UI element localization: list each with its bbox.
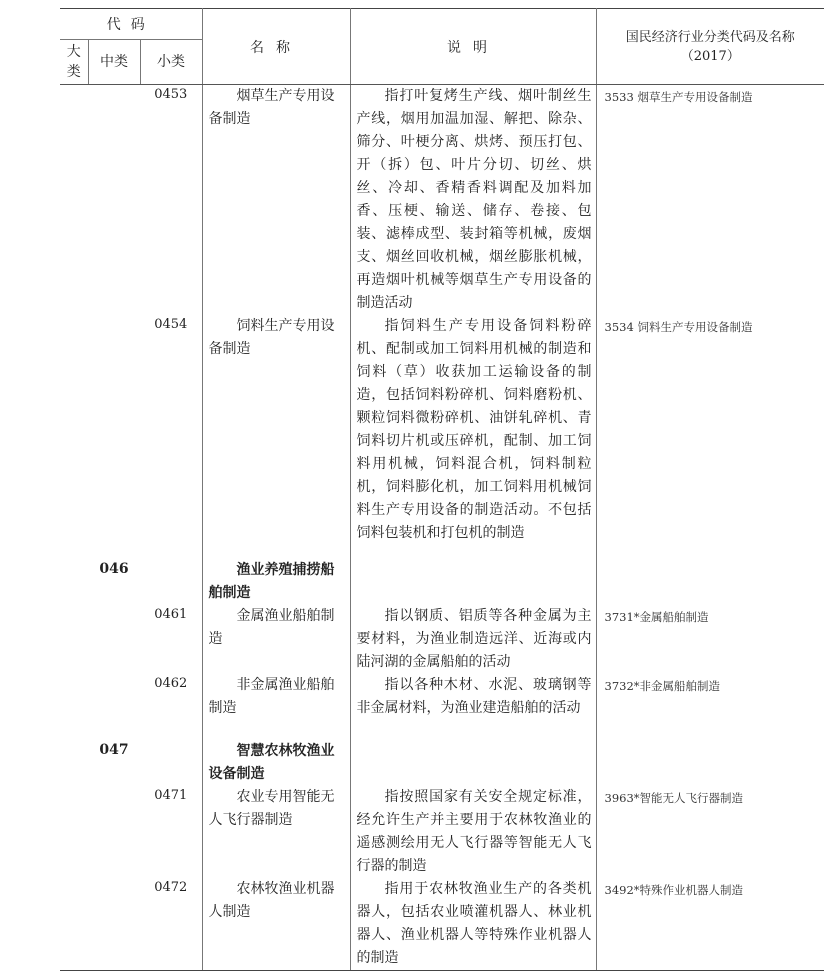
minor-category-header: 小类 xyxy=(140,40,202,85)
table-row xyxy=(60,786,824,878)
middle-category-header: 中类 xyxy=(88,40,140,85)
major-cell xyxy=(60,786,88,878)
major-cell xyxy=(60,878,88,971)
standard-code: 3534 饲料生产专用设备制造 xyxy=(596,315,824,559)
middle-code xyxy=(88,85,140,316)
middle-code xyxy=(88,674,140,740)
minor-code: 0472 xyxy=(140,878,202,971)
standard-code: 3963*智能无人飞行器制造 xyxy=(596,786,824,878)
item-name: 非金属渔业船舶制造 xyxy=(202,674,350,740)
code-header: 代码 xyxy=(60,9,202,40)
minor-code: 0453 xyxy=(154,87,188,102)
table-row xyxy=(60,85,824,316)
table-row xyxy=(60,559,824,605)
table-row xyxy=(60,878,824,971)
standard-code: 3492*特殊作业机器人制造 xyxy=(596,878,824,971)
major-cell xyxy=(60,605,88,674)
standard-code: 3732*非金属船舶制造 xyxy=(596,674,824,740)
description-header: 说明 xyxy=(350,9,596,85)
item-name: 金属渔业船舶制造 xyxy=(202,605,350,674)
item-name: 农林牧渔业机器人制造 xyxy=(202,878,350,971)
table-row xyxy=(60,740,824,786)
minor-code: 0461 xyxy=(154,607,188,622)
standard-code: 3533 烟草生产专用设备制造 xyxy=(596,85,824,316)
minor-code xyxy=(140,559,202,605)
major-cell xyxy=(60,315,88,559)
item-description: 指用于农林牧渔业生产的各类机器人，包括农业喷灌机器人、林业机器人、渔业机器人等特殊作业机器人的制造 xyxy=(350,878,596,971)
major-cell xyxy=(60,559,88,605)
minor-code: 0454 xyxy=(154,317,188,332)
table-row xyxy=(60,315,824,559)
item-description: 指饲料生产专用设备饲料粉碎机、配制或加工饲料用机械的制造和饲料（草）收获加工运输设备的制造，包括饲料粉碎机、饲料磨粉机、颗粒饲料微粉碎机、油饼轧碎机、青饲料切片机或压碎机，配制、加工饲料用机械，饲料混合机，饲料制粒机，饲料膨化机，加工饲料用机械饲料生产专用设备的制造活动。不包括饲料包装机和打包机的制造 xyxy=(350,315,596,559)
standard-code: 3731*金属船舶制造 xyxy=(596,605,824,674)
item-description: 指以钢质、铝质等各种金属为主要材料，为渔业制造远洋、近海或内陆河湖的金属船舶的活动 xyxy=(350,605,596,674)
middle-code xyxy=(88,786,140,878)
item-name: 智慧农林牧渔业设备制造 xyxy=(202,740,350,786)
item-name: 渔业养殖捕捞船舶制造 xyxy=(202,559,350,605)
table-row xyxy=(60,674,824,740)
item-description xyxy=(350,740,596,786)
name-header: 名称 xyxy=(202,9,350,85)
item-description: 指按照国家有关安全规定标准，经允许生产并主要用于农林牧渔业的遥感测绘用无人飞行器等智能无人飞行器的制造 xyxy=(350,786,596,878)
item-name: 饲料生产专用设备制造 xyxy=(202,315,350,559)
classification-table xyxy=(60,8,824,971)
item-name: 农业专用智能无人飞行器制造 xyxy=(202,786,350,878)
minor-code: 0471 xyxy=(154,788,188,803)
item-name: 烟草生产专用设备制造 xyxy=(202,85,350,316)
major-cell xyxy=(60,85,88,316)
minor-code xyxy=(140,740,202,786)
middle-code xyxy=(88,315,140,559)
item-description: 指打叶复烤生产线、烟叶制丝生产线，烟用加温加湿、解把、除杂、筛分、叶梗分离、烘烤、预压打包、开（拆）包、叶片分切、切丝、烘丝、冷却、香精香料调配及加料加香、压梗、输送、储存、卷接、包装、滤棒成型、装封箱等机械，废烟支、烟丝回收机械，烟丝膨胀机械，再造烟叶机械等烟草生产专用设备的制造活动 xyxy=(350,85,596,316)
standard-header: 国民经济行业分类代码及名称（2017） xyxy=(596,9,824,85)
standard-code xyxy=(596,559,824,605)
classification-table-page xyxy=(60,8,824,966)
item-description: 指以各种木材、水泥、玻璃钢等非金属材料，为渔业建造船舶的活动 xyxy=(350,674,596,740)
major-cell xyxy=(60,740,88,786)
table-row xyxy=(60,605,824,674)
minor-code: 0462 xyxy=(154,676,188,691)
major-cell xyxy=(60,674,88,740)
major-category-header: 大类 xyxy=(60,40,88,85)
item-description xyxy=(350,559,596,605)
middle-code: 047 xyxy=(99,742,129,758)
middle-code xyxy=(88,605,140,674)
standard-code xyxy=(596,740,824,786)
middle-code xyxy=(88,878,140,971)
middle-code: 046 xyxy=(99,561,129,577)
